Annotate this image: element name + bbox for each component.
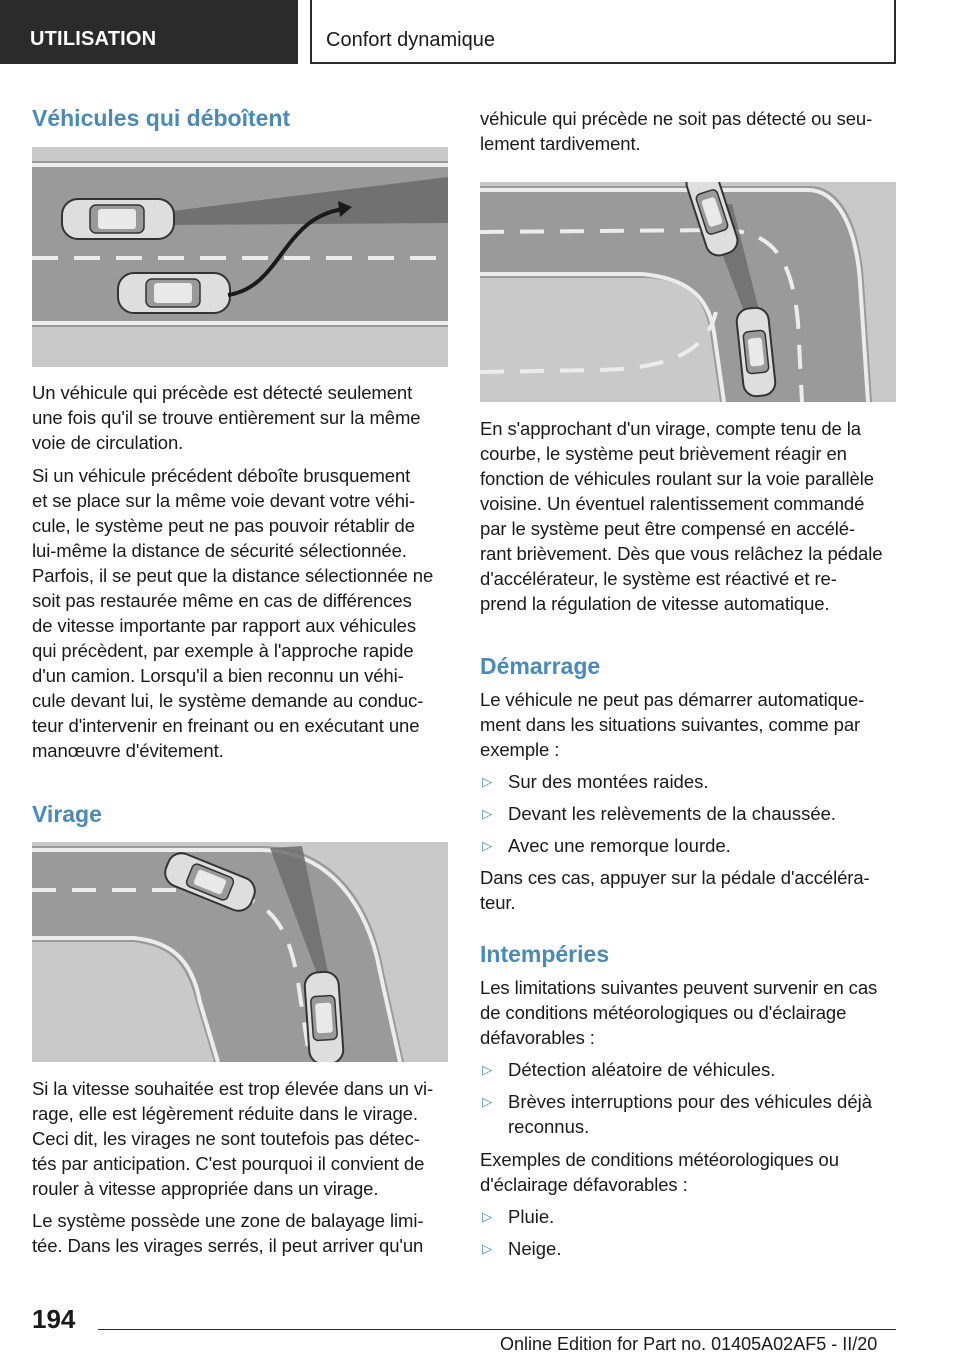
footer-edition-text: Online Edition for Part no. 01405A02AF5 - II/20 bbox=[500, 1334, 878, 1354]
list-item: ▷ Pluie. bbox=[482, 1206, 555, 1227]
paragraph-accelerator: Dans ces cas, appuyer sur la pédale d'accéléra- teur. bbox=[480, 867, 870, 913]
page-number: 194 bbox=[32, 1304, 76, 1334]
paragraph-cut-in-1: Un véhicule qui précède est détecté seulement une fois qu'il se trouve entièrement sur la même voie de circulation. bbox=[32, 382, 421, 453]
heading-demarrage: Démarrage bbox=[480, 653, 601, 679]
paragraph-virage-2: Le système possède une zone de balayage limi- tée. Dans les virages serrés, il peut arriver qu'un bbox=[32, 1210, 424, 1256]
car-curve-own-icon bbox=[304, 971, 344, 1062]
bullet-triangle-icon: ▷ bbox=[482, 1094, 492, 1109]
paragraph-demarrage: Le véhicule ne peut pas démarrer automatique- ment dans les situations suivantes, comme par exemple : bbox=[480, 689, 865, 760]
list-item: ▷ Détection aléatoire de véhicules. bbox=[482, 1059, 776, 1080]
illustration-curve-adjacent bbox=[480, 182, 896, 402]
paragraph-cut-in-2: Si un véhicule précédent déboîte brusquement et se place sur la même voie devant votre véhi- cule, le système peut ne pas pouvoir rétablir de lui-même la distance de sécurité sélectionnée. Parfois, il se peut que la distance sélectionnée ne soit pas restaurée même en cas de différences de vitesse importante par rapport aux véhicules qui précèdent, par exemple à l'approche rapide d'un camion. Lorsqu'il a bien reconnu un véhi- cule devant lui, le système demande au conduc- teur d'intervenir en freinant ou en exécutant une manœuvre d'évitement. bbox=[32, 465, 434, 761]
list-item: ▷ Sur des montées raides. bbox=[482, 771, 709, 792]
header-section-tab bbox=[0, 0, 298, 64]
list-item: ▷ Neige. bbox=[482, 1238, 562, 1259]
bullet-triangle-icon: ▷ bbox=[482, 774, 492, 789]
car-front-icon bbox=[62, 199, 174, 239]
list-item: ▷ Brèves interruptions pour des véhicules déjà reconnus. bbox=[482, 1091, 873, 1137]
figure-vehicle-cut-in bbox=[32, 147, 448, 367]
car-rear-icon bbox=[118, 273, 230, 313]
bullet-triangle-icon: ▷ bbox=[482, 1062, 492, 1077]
paragraph-intemperies: Les limitations suivantes peuvent survenir en cas de conditions météorologiques ou d'éclairage défavorables : bbox=[480, 977, 878, 1048]
paragraph-examples: Exemples de conditions météorologiques ou d'éclairage défavorables : bbox=[480, 1149, 839, 1195]
bullet-triangle-icon: ▷ bbox=[482, 838, 492, 853]
header-section-label: UTILISATION bbox=[30, 28, 157, 50]
header-chapter-label: Confort dynamique bbox=[326, 29, 495, 51]
bullet-triangle-icon: ▷ bbox=[482, 1241, 492, 1256]
heading-virage: Virage bbox=[32, 801, 102, 827]
illustration-cut-in bbox=[32, 147, 448, 367]
paragraph-virage-1: Si la vitesse souhaitée est trop élevée dans un vi- rage, elle est légèrement réduite dans le virage. Ceci dit, les virages ne sont toutefois pas détec- tés par anticipation. C'est pourquoi il convient de rouler à vitesse appropriée dans un virage. bbox=[32, 1078, 434, 1199]
paragraph-virage-continued: véhicule qui précède ne soit pas détecté ou seu- lement tardivement. bbox=[480, 108, 873, 154]
footer-divider bbox=[98, 1329, 896, 1330]
header-chapter-box bbox=[312, 0, 896, 64]
figure-curve-left bbox=[32, 842, 448, 1062]
list-item: ▷ Devant les relèvements de la chaussée. bbox=[482, 803, 837, 824]
heading-intemperies: Intempéries bbox=[480, 941, 610, 967]
illustration-curve bbox=[32, 842, 448, 1062]
bullet-triangle-icon: ▷ bbox=[482, 806, 492, 821]
figure-curve-right bbox=[480, 182, 896, 402]
heading-vehicules-deboitent: Véhicules qui déboîtent bbox=[32, 105, 291, 131]
list-item: ▷ Avec une remorque lourde. bbox=[482, 835, 731, 856]
paragraph-approach-curve: En s'approchant d'un virage, compte tenu de la courbe, le système peut brièvement réagir en fonction de véhicules roulant sur la voie parallèle voisine. Un éventuel ralentissement commandé par le système peut être compensé en accélé- rant brièvement. Dès que vous relâchez la pédale d'accélérateur, le système est réactivé et re- prend la régulation de vitesse automatique. bbox=[480, 418, 883, 614]
bullet-triangle-icon: ▷ bbox=[482, 1209, 492, 1224]
